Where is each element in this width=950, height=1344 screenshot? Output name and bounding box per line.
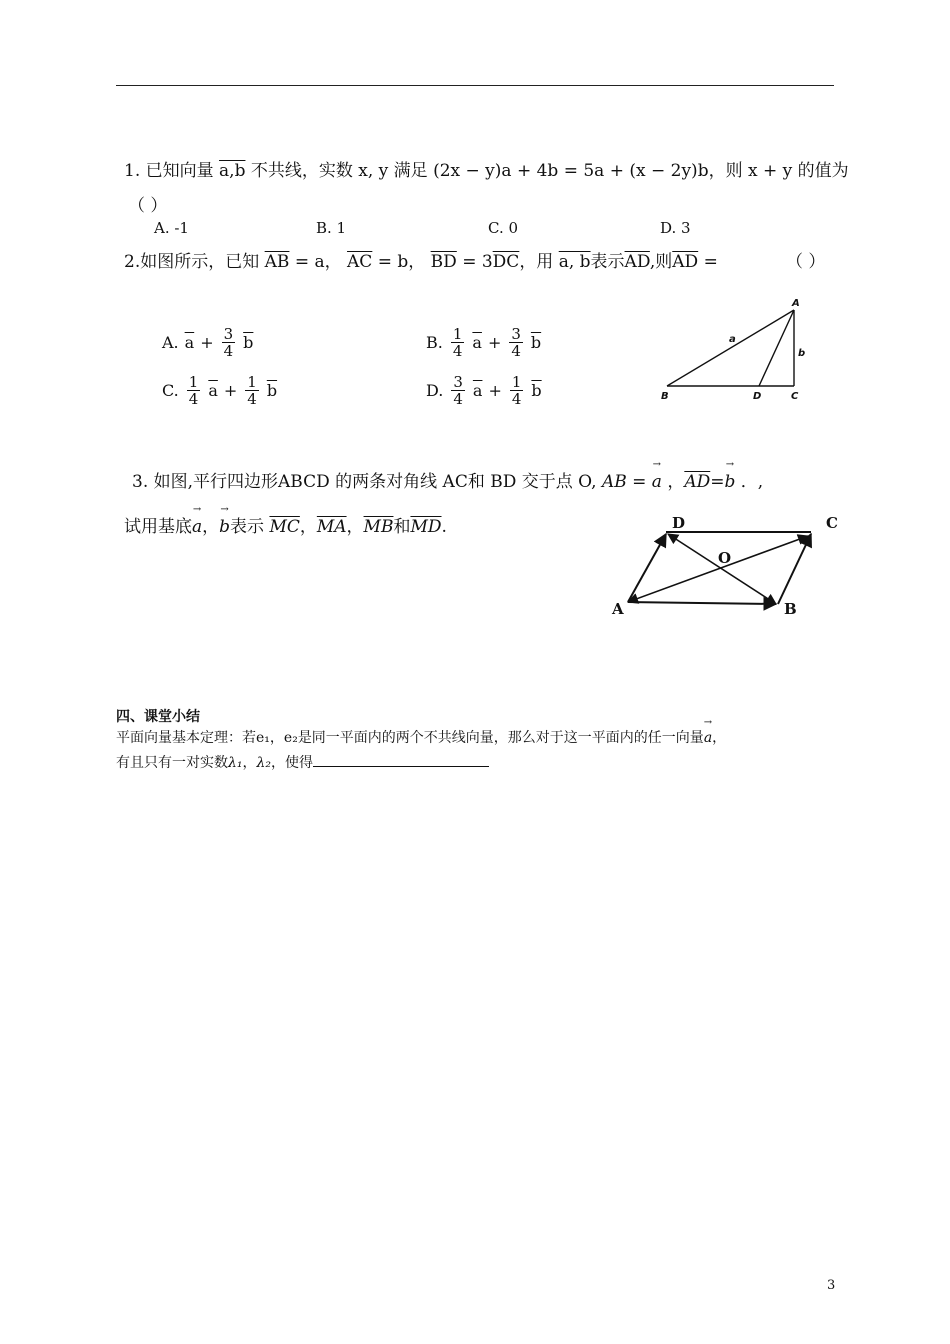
q3-vec-md: $\overline{MD}$ [410,517,442,537]
numerator: 1 [511,373,522,391]
q3-vec-a: → a [652,472,662,492]
fraction [451,326,465,359]
q1-option-d: D. 3 [660,219,691,237]
q2-vec-bd: $\overline{BD}$ [430,252,457,272]
numerator: 3 [511,325,521,343]
label-side-b: b [798,348,806,359]
q1-text: a + (x − 2y) [594,161,698,181]
q1-text: 1. 已知向量 [124,161,214,181]
q3-ab: AB [601,472,627,492]
label-c: C [791,391,799,402]
option-term: $\overline{b}$ [530,333,542,352]
q3-text: 和 [393,517,411,537]
option-plus: + [488,381,502,400]
option-term: $\overline{a}$ [184,333,195,352]
q2-text: = [703,252,718,272]
q3-sep: ， [667,472,685,492]
option-label: A. [162,333,179,352]
summary-text: ，使得 [271,755,313,771]
option-term: $\overline{a}$ [472,333,482,352]
numerator: 3 [453,373,463,391]
label-d: D [753,391,762,402]
diagonal-bd [668,534,776,604]
summary-sep: ， [242,755,257,771]
q1-text: b，则 x + y 的值为 [697,161,849,181]
q2-vectors: a, b [558,252,591,272]
q3-vec-ma: $\overline{MA}$ [316,517,347,537]
segment-ad [759,310,794,386]
denominator: 4 [223,342,234,360]
label-a: A [792,298,800,309]
label-side-a: a [729,334,736,345]
label-d: D [672,514,686,532]
label-b: B [784,600,797,618]
option-plus: + [200,333,214,352]
summary-text: 是同一平面内的两个不共线向量，那么对于这一平面内的任一向量 [297,730,704,746]
q3-sep: ， [299,517,317,537]
numerator: 1 [188,373,199,391]
q1-text: 不共线，实数 x, y 满足 (2x − y) [250,161,502,181]
q2-option-a [162,326,253,359]
q3-eq: = [710,472,725,492]
summary-e2: e₂ [283,730,298,746]
segment-ba [667,310,794,386]
q2-text: = a， [294,252,342,272]
q2-vec-ac: $\overline{AC}$ [347,252,373,272]
option-label: D. [426,381,444,400]
vector-ab [628,602,776,604]
denominator: 4 [511,342,521,360]
numerator: 1 [452,325,463,343]
fraction [509,326,523,359]
label-c: C [826,514,838,532]
q1-option-a: A. -1 [154,219,189,237]
label-a: A [612,600,624,618]
q2-text: = 3 [462,252,493,272]
option-term: $\overline{b}$ [243,333,254,352]
summary-line1 [116,727,726,747]
q2-text: = b， [377,252,426,272]
q2-option-c [162,374,277,407]
q3-text: 试用基底 [124,517,192,537]
denominator: 4 [453,390,463,408]
summary-text: 平面向量基本定理：若 [116,730,256,746]
option-label: C. [162,381,179,400]
q3-vec-mc: $\overline{MC}$ [269,517,300,537]
vector-ad [628,534,666,602]
q3-stem-line1 [132,467,763,492]
label-o: O [718,549,732,567]
summary-vec-a: → a [704,730,712,746]
q3-end: . [441,517,447,537]
q2-stem [124,247,718,272]
option-term: $\overline{b}$ [531,381,542,400]
q1-option-c: C. 0 [488,219,519,237]
q1-text: b = 5 [547,161,595,181]
option-plus: + [223,381,238,400]
q1-stem [124,156,849,181]
q2-option-b [426,326,541,359]
denominator: 4 [188,390,199,408]
q3-parallelogram-figure [606,510,846,620]
q1-vectors: a,b [219,161,246,181]
summary-text: 有且只有一对实数 [116,755,228,771]
denominator: 4 [247,390,257,408]
q1-answer-paren: （ ） [128,196,168,216]
option-label: B. [426,333,443,352]
summary-heading: 四、课堂小结 [116,709,200,725]
q2-text: 表示 [590,252,625,272]
q2-vec-ab: $\overline{AB}$ [264,252,290,272]
label-b: B [661,391,669,402]
q2-text: 2.如图所示，已知 [124,252,260,272]
q2-text: ，用 [519,252,554,272]
q3-stem-line2 [124,512,447,537]
q3-vec-mb: $\overline{MB}$ [363,517,394,537]
q3-vec-b: → b [725,472,736,492]
numerator: 1 [247,373,257,391]
fraction [510,374,524,407]
summary-line2 [116,752,489,772]
q3-sep: ， [202,517,220,537]
fraction [451,374,465,407]
q2-answer-paren: （ ） [786,252,826,272]
summary-text: ， [712,730,727,746]
summary-e1: e₁ [256,730,270,746]
q3-vec-ad: $\overline{AD}$ [684,472,711,492]
summary-lambda1: λ₁ [228,755,243,771]
denominator: 4 [511,390,522,408]
option-plus: + [487,333,502,352]
fraction [245,374,259,407]
summary-sep: ， [269,730,284,746]
q1-option-b: B. 1 [316,219,347,237]
fraction [187,374,201,407]
header-rule [116,85,834,86]
denominator: 4 [452,342,463,360]
q2-triangle-figure [655,292,815,404]
q3-vec-a: → a [192,517,202,537]
q2-vec-ad: $\overline{AD}$ [672,252,699,272]
summary-lambda2: λ₂ [256,755,271,771]
q3-text: 表示 [230,517,265,537]
option-term: $\overline{b}$ [266,381,278,400]
option-term: $\overline{a}$ [208,381,218,400]
q2-option-d [426,374,542,407]
page-number: 3 [827,1278,836,1293]
q2-vec-dc: $\overline{DC}$ [492,252,520,272]
q3-eq: = [632,472,647,492]
q3-sep: ， [346,517,364,537]
numerator: 3 [223,325,234,343]
diagonal-ac [628,536,808,602]
q3-end: ．, [740,472,764,492]
q1-text: a + 4 [501,161,548,181]
option-term: $\overline{a}$ [472,381,483,400]
answer-blank [313,754,489,767]
q3-vec-b: → b [219,517,230,537]
q2-text: ,则 [649,252,673,272]
fraction [222,326,236,359]
q2-vec-ad: $\overline{AD}$ [624,252,650,272]
q3-text: 3. 如图,平行四边形ABCD 的两条对角线 AC和 BD 交于点 O, [132,472,597,492]
